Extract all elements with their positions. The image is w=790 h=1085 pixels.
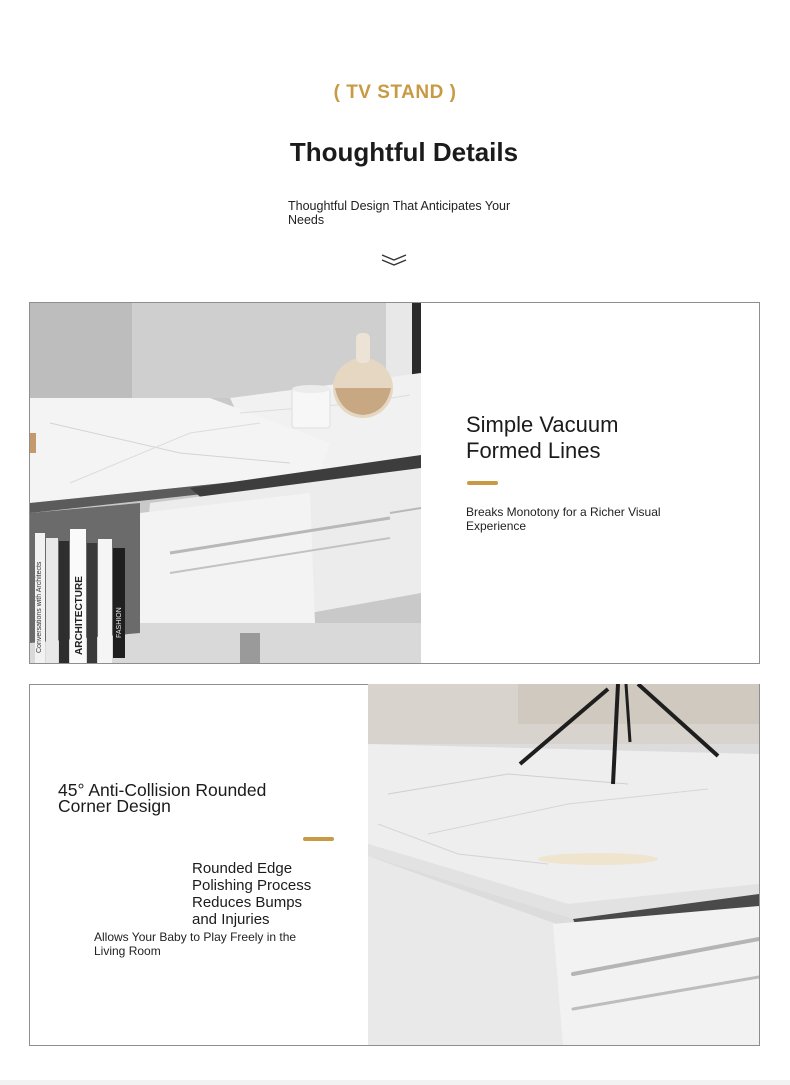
section2-heading-line2: Corner Design [58, 796, 171, 816]
bottom-divider [0, 1080, 790, 1085]
section2-accent-bar [303, 837, 334, 841]
feature-line-2: Polishing Process [192, 877, 312, 894]
tv-stand-drawer-photo [30, 303, 421, 663]
feature-line-1: Rounded Edge [192, 860, 293, 877]
section1-accent-bar [467, 481, 498, 485]
feature-line-4: and Injuries [192, 911, 270, 928]
page-title: Thoughtful Details [289, 137, 519, 167]
section1-heading-line1: Simple Vacuum [466, 412, 619, 437]
book-spine-2: ARCHITECTURE [74, 576, 85, 655]
section2-heading-line1: 45° Anti-Collision Rounded [58, 780, 267, 800]
feature-line-3: Reduces Bumps [192, 894, 303, 911]
tv-stand-corner-photo [368, 684, 759, 1045]
double-chevron-down-icon [379, 252, 409, 268]
book-spine-3: FASHION [116, 607, 123, 638]
section2-description: Allows Your Baby to Play Freely in the Living Room [94, 930, 297, 958]
book-spine-1: Conversations with Architects [36, 561, 43, 653]
section1-description: Breaks Monotony for a Richer Visual Experience [466, 505, 661, 533]
section2-feature-list [192, 860, 311, 928]
section1-heading-line2: Formed Lines [466, 438, 601, 463]
page-subtitle: Thoughtful Design That Anticipates Your Needs [288, 199, 511, 227]
eyebrow-label: ( TV STAND ) [333, 82, 457, 103]
